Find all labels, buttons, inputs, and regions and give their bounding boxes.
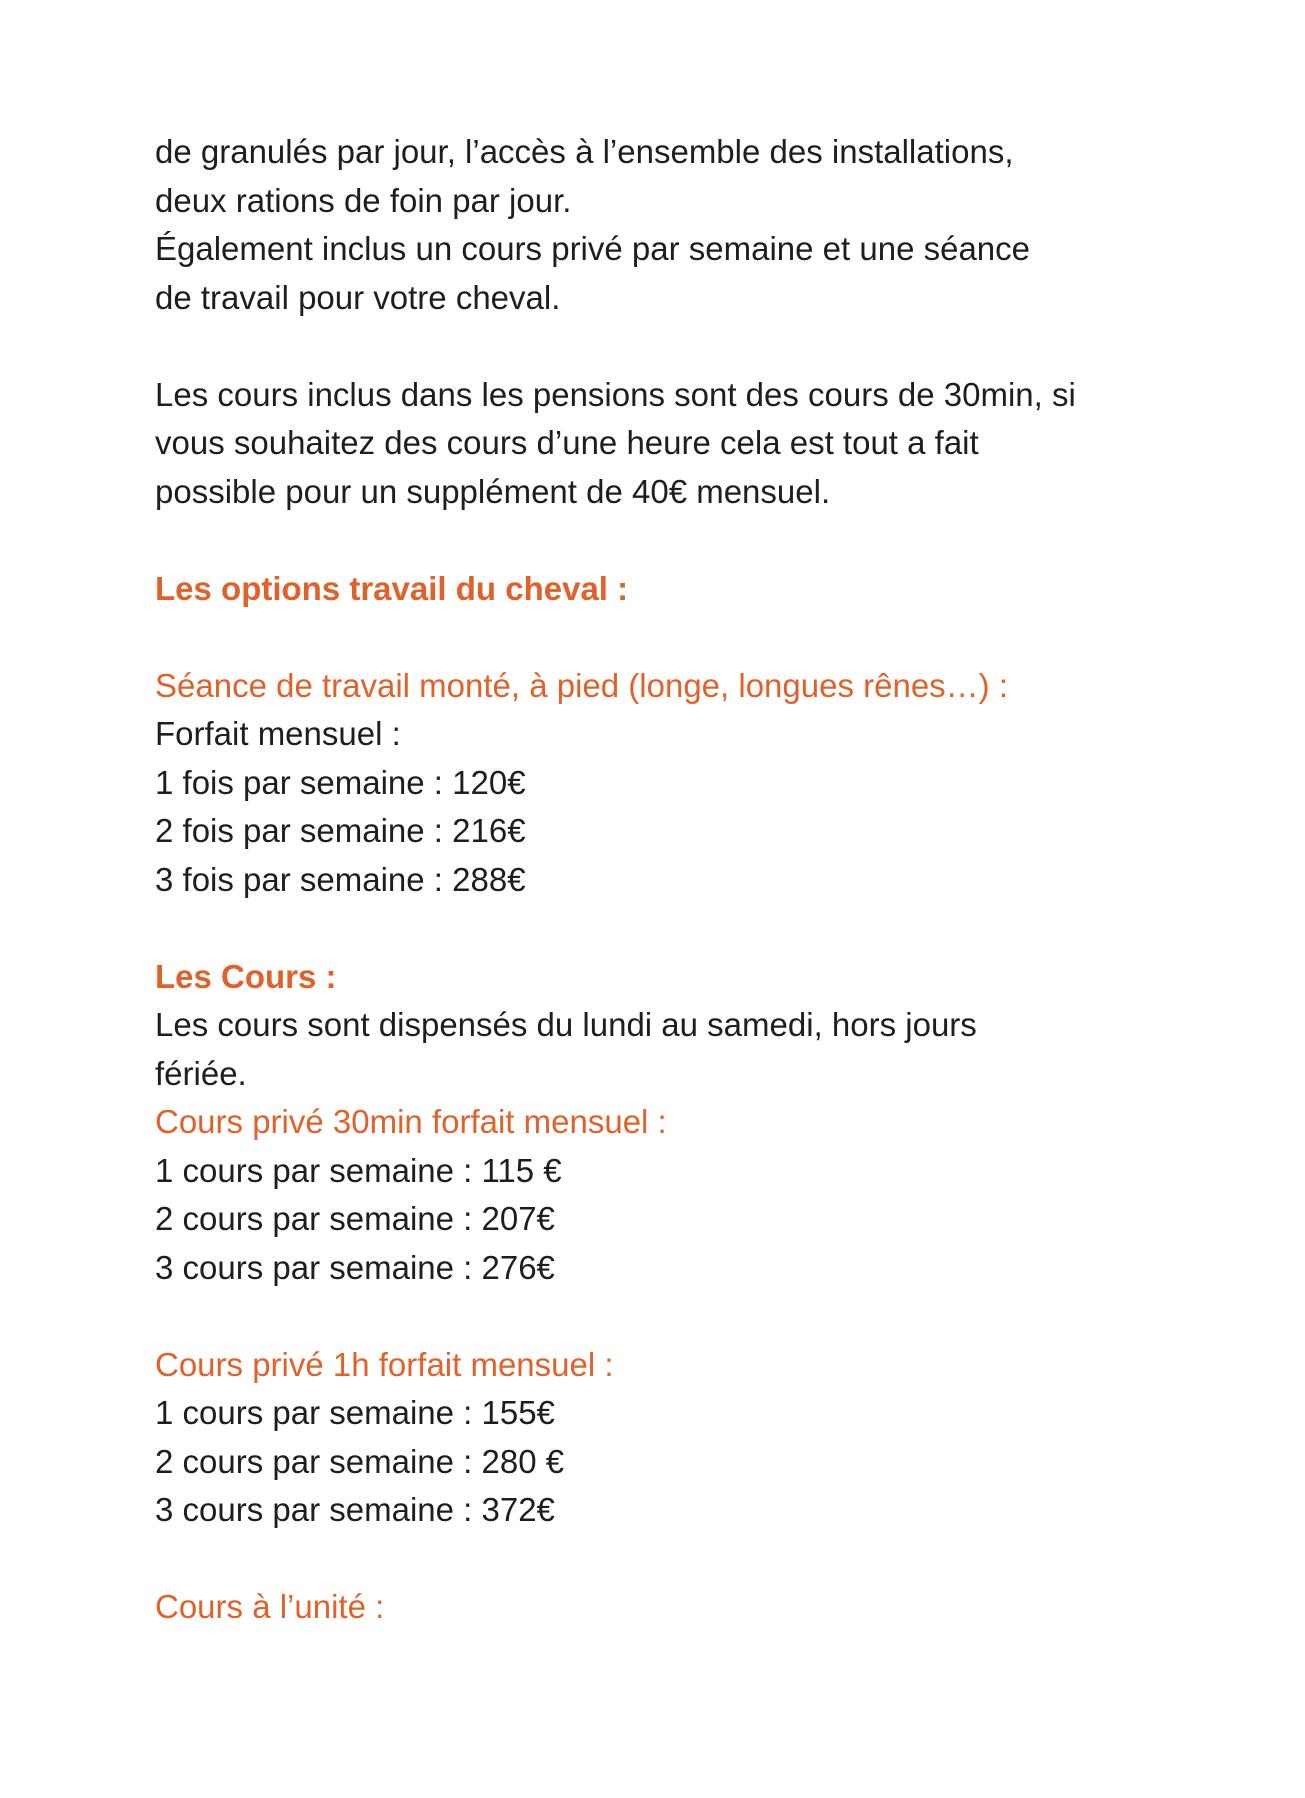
text-line: Également inclus un cours privé par semaine et une séance bbox=[155, 230, 1030, 267]
paragraph-gap bbox=[155, 904, 1155, 953]
text-line: Les cours sont dispensés du lundi au samedi, hors jours bbox=[155, 1006, 977, 1043]
text-line: de granulés par jour, l’accès à l’ensemble des installations, bbox=[155, 133, 1014, 170]
subsection-heading: Cours privé 1h forfait mensuel : bbox=[155, 1345, 614, 1383]
price-line: 3 cours par semaine : 276€ bbox=[155, 1248, 555, 1286]
price-line: 1 fois par semaine : 120€ bbox=[155, 763, 526, 801]
price-line: 2 cours par semaine : 280 € bbox=[155, 1442, 565, 1480]
price-line: 3 cours par semaine : 372€ bbox=[155, 1491, 555, 1528]
paragraph-gap bbox=[155, 322, 1155, 371]
price-line: 2 cours par semaine : 207€ bbox=[155, 1200, 555, 1237]
subsection-heading: Cours privé 30min forfait mensuel : bbox=[155, 1103, 667, 1140]
price-line: 3 fois par semaine : 288€ bbox=[155, 860, 526, 898]
paragraph-gap bbox=[155, 1292, 1155, 1341]
text-line: vous souhaitez des cours d’une heure cela est tout a fait bbox=[155, 424, 979, 461]
intro-paragraph bbox=[155, 128, 1155, 322]
options-travail-section bbox=[155, 565, 1155, 905]
text-line: deux rations de foin par jour. bbox=[155, 181, 572, 219]
subsection-heading: Cours à l’unité : bbox=[155, 1588, 385, 1625]
cours-section bbox=[155, 953, 1155, 1632]
price-line: 2 fois par semaine : 216€ bbox=[155, 812, 526, 849]
cours-note-paragraph bbox=[155, 371, 1155, 517]
price-line: 1 cours par semaine : 115 € bbox=[155, 1151, 562, 1189]
section-heading: Les options travail du cheval : bbox=[155, 569, 629, 607]
text-line: possible pour un supplément de 40€ mensuel. bbox=[155, 472, 831, 510]
paragraph-gap bbox=[155, 1535, 1155, 1584]
document-page bbox=[155, 128, 1155, 1632]
subsection-heading: Séance de travail monté, à pied (longe, longues rênes…) : bbox=[155, 666, 1009, 704]
price-line: 1 cours par semaine : 155€ bbox=[155, 1394, 555, 1431]
paragraph-gap bbox=[155, 613, 1155, 662]
forfait-label: Forfait mensuel : bbox=[155, 715, 401, 752]
paragraph-gap bbox=[155, 516, 1155, 565]
text-line: de travail pour votre cheval. bbox=[155, 278, 561, 316]
text-line: Les cours inclus dans les pensions sont des cours de 30min, si bbox=[155, 375, 1076, 413]
section-heading: Les Cours : bbox=[155, 957, 337, 995]
text-line: fériée. bbox=[155, 1054, 247, 1092]
